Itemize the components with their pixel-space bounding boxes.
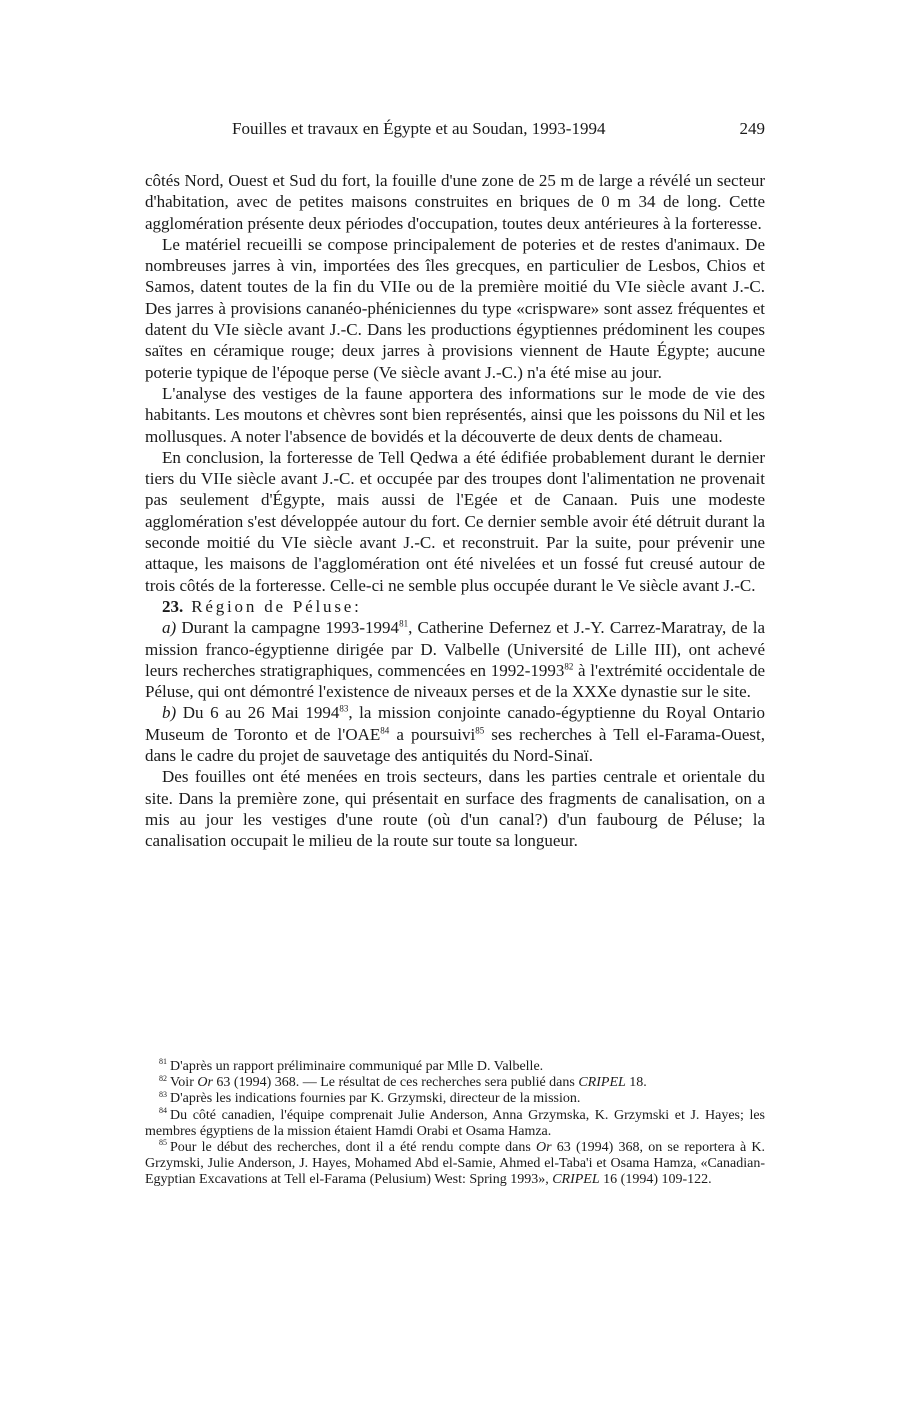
footnote-text: Du côté canadien, l'équipe comprenait Julie Anderson, Anna Grzymska, K. Grzymski et J. Hayes; les membres égyptiens de la mission étaient Hamdi Orabi et Osama Hamza. <box>145 1107 765 1139</box>
footnote-ref: 85 <box>475 725 485 736</box>
footnote-number: 83 <box>159 1089 167 1099</box>
footnote-text: Pour le début des recherches, dont il a été rendu compte dans <box>170 1140 537 1156</box>
footnote-text: 18. <box>625 1075 647 1091</box>
paragraph: En conclusion, la forteresse de Tell Qedwa a été édifiée probablement durant le dernier tiers du VIIe siècle avant J.-C. et occupée par des troupes dont l'alimentation ne provenait pas seulement d'Égypte, mais aussi de l'Egée et de Canaan. Puis une modeste agglomération s'est développée autour du fort. Ce dernier semble avoir été détruit durant la seconde moitié du VIe siècle avant J.-C. et reconstruit. Par la suite, pour prévenir une attaque, les maisons de l'agglomération ont été nivelées et un fossé fut creusé autour de trois côtés de la forteresse. Celle-ci ne semble plus occupée durant le Ve siècle avant J.-C. <box>145 447 765 595</box>
paragraph: côtés Nord, Ouest et Sud du fort, la fouille d'une zone de 25 m de large a révélé un secteur d'habitation, avec de petites maisons construites en briques de 0 m 34 de long. Cette agglomération présente deux périodes d'occupation, toutes deux antérieures à la forteresse. <box>145 171 765 233</box>
footnote-text: 16 (1994) 109-122. <box>599 1172 712 1188</box>
journal-name: Or <box>536 1140 552 1156</box>
journal-name: CRIPEL <box>552 1172 600 1188</box>
footnote-ref: 84 <box>380 725 390 736</box>
subsection-text: à l'extrémité occidentale de Péluse, qui ont démontré l'existence de niveaux perses et de la XXXe dynastie sur le site. <box>145 660 765 702</box>
footnote-ref: 83 <box>339 703 349 714</box>
footnote-text: D'après un rapport préliminaire communiqué par Mlle D. Valbelle. <box>170 1059 544 1074</box>
footnote <box>145 1140 765 1189</box>
section-title: Région de Péluse: <box>191 596 362 616</box>
page-number: 249 <box>739 119 765 138</box>
journal-name: Or <box>197 1075 213 1091</box>
subsection-label: b) <box>162 703 177 723</box>
footnote <box>145 1105 765 1140</box>
footnote-number: 81 <box>159 1057 167 1067</box>
footnote-text: Voir <box>170 1075 198 1091</box>
running-title: Fouilles et travaux en Égypte et au Soudan, 1993-1994 <box>232 119 606 138</box>
paragraph: Le matériel recueilli se compose principalement de poteries et de restes d'animaux. De nombreuses jarres à vin, importées des îles grecques, en particulier de Lesbos, Chios et Samos, datent toutes de la fin du VIIe ou de la première moitié du VIe siècle avant J.-C. Des jarres à provisions cananéo-phéniciennes du type «crispware» sont assez fréquentes et datent du VIe siècle avant J.-C. Dans les productions égyptiennes prédominent les coupes saïtes en céramique rouge; deux jarres à provisions viennent de Haute Égypte; aucune poterie typique de l'époque perse (Ve siècle avant J.-C.) n'a été mise au jour. <box>145 234 765 382</box>
footnote-text: 63 (1994) 368. — Le résultat de ces recherches sera publié dans <box>212 1075 579 1091</box>
footnote-text: D'après les indications fournies par K. Grzymski, directeur de la mission. <box>170 1091 581 1107</box>
subsection-text: , Catherine Defernez et J.-Y. Carrez-Maratray, de la mission franco-égyptienne dirigée par D. Valbelle (Université de Lille III), ont achevé leurs recherches stratigraphiques, commencées en 1992-1993 <box>145 618 765 680</box>
footnote-number: 82 <box>159 1073 167 1083</box>
footnote-ref: 81 <box>399 618 409 629</box>
footnote-number: 85 <box>159 1138 167 1148</box>
subsection-a <box>145 617 765 702</box>
paragraph: Des fouilles ont été menées en trois secteurs, dans les parties centrale et orientale du site. Dans la première zone, qui présentait en surface des fragments de canalisation, on a mis au jour les vestiges d'une route (où d'un canal?) d'un faubourg de Péluse; la canalisation occupait le milieu de la route sur toute sa longueur. <box>145 767 765 851</box>
paragraph: L'analyse des vestiges de la faune apportera des informations sur le mode de vie des habitants. Les moutons et chèvres sont bien représentés, ainsi que les poissons du Nil et les mollusques. A noter l'absence de bovidés et la découverte de deux dents de chameau. <box>145 383 765 446</box>
subsection-text: Du 6 au 26 Mai 1994 <box>182 703 340 723</box>
page-header <box>145 119 765 143</box>
footnote <box>145 1075 765 1091</box>
subsection-b <box>145 702 765 766</box>
footnote <box>145 1091 765 1107</box>
section-number: 23. <box>162 596 184 616</box>
section-heading <box>145 596 765 617</box>
footnote-ref: 82 <box>564 661 574 672</box>
subsection-text: a poursuivi <box>389 724 476 744</box>
subsection-text: ses recherches à Tell el-Farama-Ouest, dans le cadre du projet de sauvetage des antiquités du Nord-Sinaï. <box>145 724 765 766</box>
body-text <box>145 170 765 852</box>
footnotes <box>145 1059 765 1189</box>
footnote-text: 63 (1994) 368, on se reportera à K. Grzymski, Julie Anderson, J. Hayes, Mohamed Abd el-Samie, Ahmed el-Taba'i et Osama Hamza, «Canadian-Egyptian Excavations at Tell el-Farama (Pelusium) West: Spring 1993», <box>145 1140 766 1188</box>
footnote <box>145 1059 765 1075</box>
subsection-label: a) <box>162 618 177 638</box>
journal-name: CRIPEL <box>578 1075 626 1091</box>
footnote-number: 84 <box>159 1105 167 1115</box>
subsection-text: , la mission conjointe canado-égyptienne du Royal Ontario Museum de Toronto et de l'OAE <box>145 703 765 744</box>
subsection-text: Durant la campagne 1993-1994 <box>181 618 400 638</box>
